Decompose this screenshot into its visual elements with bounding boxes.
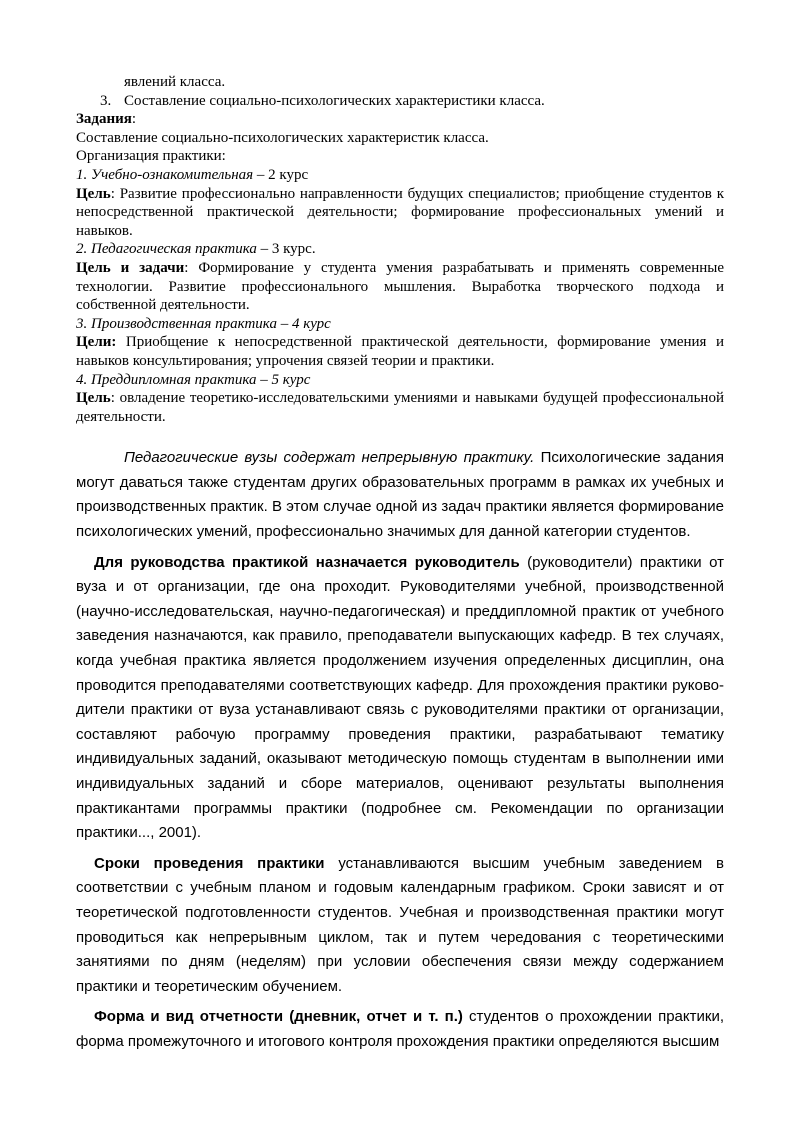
- practice-goal-label: Цели:: [76, 334, 117, 351]
- practice-goal-text: : овладение теоретико-исследовательскими умениями и навыками будущей профессиональной деятельности.: [76, 390, 724, 425]
- practice-title: [76, 240, 724, 259]
- tasks-colon: :: [131, 111, 137, 128]
- practice-goal: [76, 185, 724, 241]
- practice-title: [76, 315, 724, 334]
- paragraph-bold-lead: Для руководства практикой назначается руководитель: [94, 553, 520, 571]
- list-number: 3.: [100, 92, 112, 109]
- paragraph-bold-lead: Форма и вид отчетности (дневник, отчет и т. п.): [94, 1008, 463, 1026]
- practice-goal-label: Цель и задачи: [76, 259, 185, 276]
- paragraph-text: Психологические задания могут даваться также студентам других образовательных программ в рамках их учебных и производственных практик. В этом случае одной из задач практики является формирование психологических умений, профессионально значимых для данной категории студентов.: [76, 449, 724, 541]
- practice-goal: [76, 259, 724, 315]
- paragraph-terms: [76, 852, 724, 1000]
- practice-title-italic: 1. Учебно-ознакомительная: [76, 166, 254, 183]
- practice-title: [76, 371, 724, 390]
- organization-heading: Организация практики:: [76, 148, 226, 165]
- paragraph-supervisor: [76, 551, 724, 846]
- paragraph-text: устанавливаются высшим учебным заведением в соответствии с учебным планом и годовым календарным графиком. Сроки зависят и от теоретической подготовленности студентов. Учебная и производственная практики могут проводиться как непрерывным циклом, так и путем чередования с теоретическими занятиями по дням (неделям) при условии обеспечения связи между содержанием практики и теоретическим обучением.: [76, 854, 725, 995]
- list-item-text: Составление социально-психологических характеристики класса.: [124, 92, 545, 109]
- list-item-continuation: явлений класса.: [124, 74, 226, 90]
- body-text: [76, 446, 724, 1054]
- tasks-heading: [76, 110, 724, 129]
- practice-goal: [76, 389, 724, 426]
- paragraph-continuous-practice: [76, 446, 724, 544]
- paragraph-text: студентов о прохождении практики, форма промежуточного и итогового контроля прохождения практики определяются высшим: [76, 1008, 724, 1050]
- tasks-text: Составление социально-психологических характеристик класса.: [76, 129, 489, 146]
- practice-outline: [76, 73, 724, 426]
- list-item-3: [76, 92, 724, 111]
- practice-goal-text: : Развитие профессионально направленности будущих специалистов; приобщение студентов к непосредственной практической деятельности; формирование профессиональных умений и навыков.: [76, 185, 724, 239]
- practice-goal-text: Приобщение к непосредственной практической деятельности, формирование умения и навыков консультирования; упрочения связей теории и практики.: [76, 334, 724, 369]
- document-page: [76, 73, 724, 1055]
- practice-title-tail: – 3 курс.: [256, 241, 316, 258]
- practice-title-italic: 2. Педагогическая практика: [76, 241, 257, 258]
- paragraph-text: (руководители) практики от вуза и от организации, где она проходит. Руководителями учебной, производственной (научно-исследовательская, научно-педагогическая) и преддипломной практик от учебного заведения назначаются, как правило, преподаватели выпускающих кафедр. В тех случаях, когда учебная практика является продолжением изучения определенных дисциплин, она проводится преподавателями соответствующих кафедр. Для прохождения практики руково-дители практики от вуза устанавливают связь с руководителями практики от организации, составляют рабочую программу проведения практики, разрабатывают тематику индивидуальных заданий, оказывают методическую помощь студентам в выполнении ими индивидуальных заданий и сборе материалов, оценивают результаты выполнения практикантами программы практики (подробнее см. Рекомендации по организации практики..., 2001).: [76, 553, 724, 842]
- practice-goal-text: : Формирование у студента умения разрабатывать и применять современные технологии. Развитие профессионального мышления. Выработка творческого подхода и собственной деятельности.: [76, 259, 724, 314]
- practice-goal: [76, 333, 724, 370]
- practice-title: [76, 166, 724, 185]
- paragraph-reporting: [76, 1005, 724, 1054]
- paragraph-bold-lead: Сроки проведения практики: [94, 854, 325, 872]
- tasks-label: Задания: [76, 111, 132, 128]
- paragraph-italic-lead: Педагогические вузы содержат непрерывную практику.: [124, 449, 535, 467]
- practice-title-italic: 3. Производственная практика – 4 курс: [76, 315, 331, 332]
- practice-title-italic: 4. Преддипломная практика – 5 курс: [76, 371, 311, 388]
- practice-title-tail: – 2 курс: [253, 166, 309, 183]
- practice-goal-label: Цель: [76, 390, 111, 407]
- practice-goal-label: Цель: [76, 185, 111, 202]
